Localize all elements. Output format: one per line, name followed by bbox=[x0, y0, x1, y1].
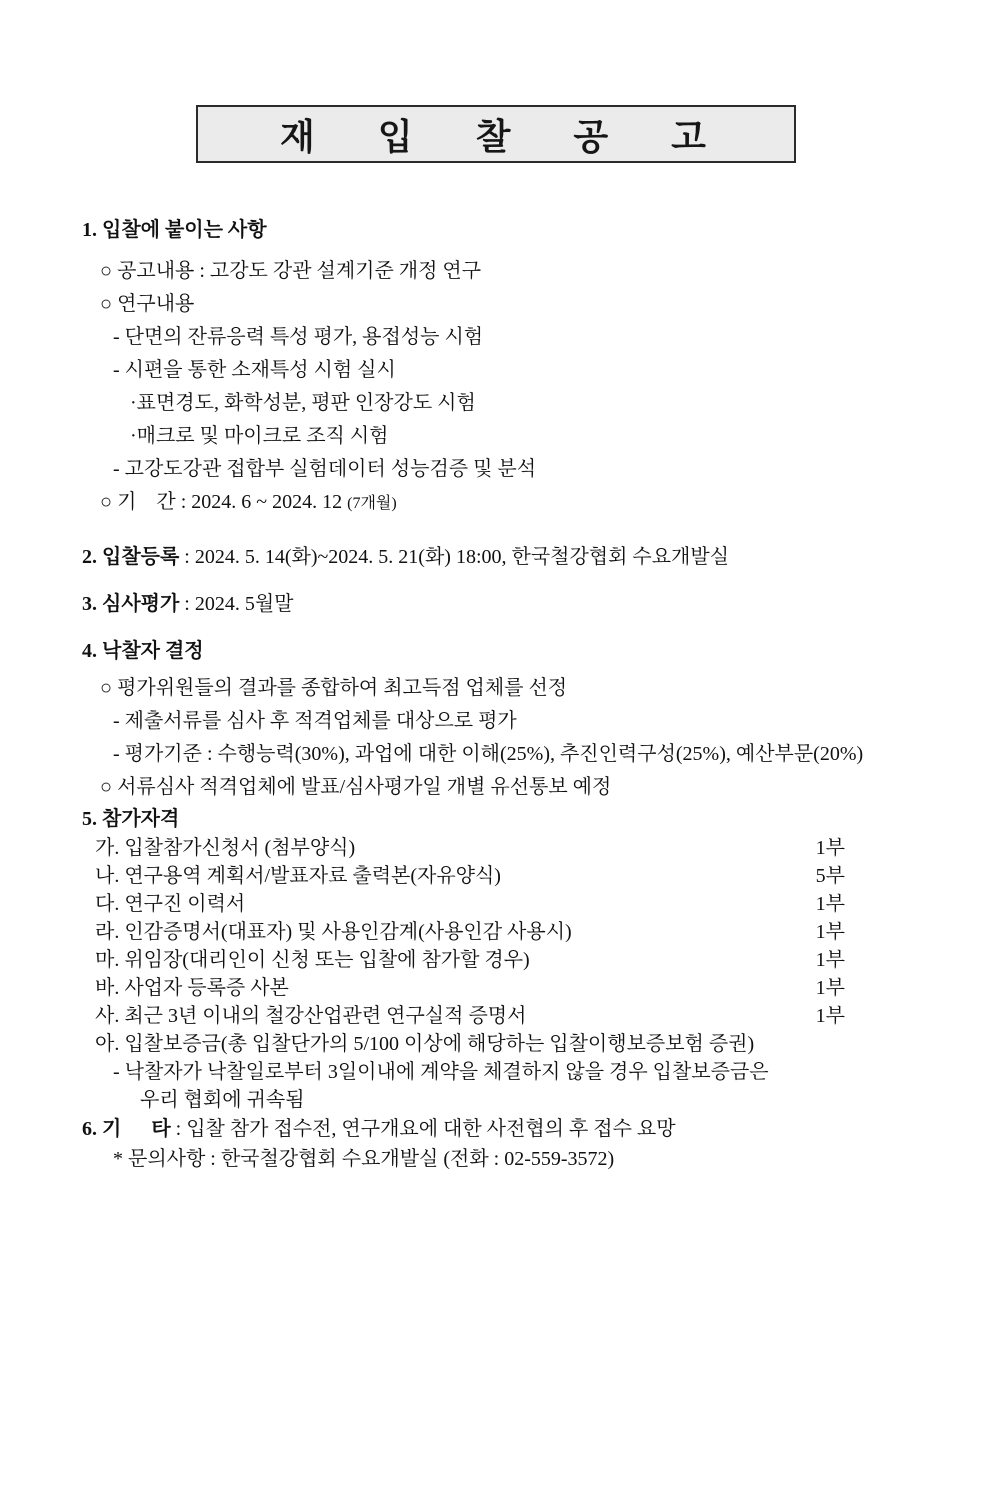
qualification-label: 바. 사업자 등록증 사본 bbox=[95, 977, 289, 999]
copies-count: 1부 bbox=[815, 893, 845, 915]
section-4-item: ○ 서류심사 적격업체에 발표/심사평가일 개별 유선통보 예정 bbox=[100, 776, 612, 798]
section-1-period bbox=[82, 486, 962, 520]
qualification-row: 아. 입찰보증금(총 입찰단가의 5/100 이상에 해당하는 입찰이행보증보험 증권) bbox=[95, 1033, 755, 1055]
section-2-value: : 2024. 5. 14(화)~2024. 5. 21(화) 18:00, 한국철강협회 수요개발실 bbox=[179, 546, 730, 568]
bond-note-line: - 낙찰자가 낙찰일로부터 3일이내에 계약을 체결하지 않을 경우 입찰보증금은 bbox=[113, 1061, 769, 1083]
qualification-label: 다. 연구진 이력서 bbox=[95, 893, 246, 915]
section-5 bbox=[82, 804, 962, 1114]
section-3-value: : 2024. 5월말 bbox=[179, 593, 294, 615]
section-1-item: ·표면경도, 화학성분, 평판 인장강도 시험 bbox=[130, 392, 476, 414]
qualification-label: 라. 인감증명서(대표자) 및 사용인감계(사용인감 사용시) bbox=[95, 921, 572, 943]
section-5-heading: 5. 참가자격 bbox=[82, 808, 180, 830]
copies-count: 1부 bbox=[815, 921, 845, 943]
section-1-item: - 고강도강관 접합부 실험데이터 성능검증 및 분석 bbox=[113, 458, 537, 480]
qualification-row bbox=[82, 890, 845, 918]
qualification-label: 가. 입찰참가신청서 (첨부양식) bbox=[95, 837, 356, 859]
qualification-row bbox=[82, 834, 845, 862]
section-1-heading: 1. 입찰에 붙이는 사항 bbox=[82, 219, 267, 241]
section-2 bbox=[82, 542, 962, 572]
qualification-row bbox=[82, 974, 845, 1002]
qualification-row bbox=[82, 1002, 845, 1030]
section-1-item: ○ 공고내용 : 고강도 강관 설계기준 개정 연구 bbox=[100, 260, 482, 282]
section-6 bbox=[82, 1114, 962, 1174]
section-3-heading: 3. 심사평가 bbox=[82, 593, 180, 615]
qualification-row bbox=[82, 862, 845, 890]
qualification-row bbox=[82, 918, 845, 946]
qualification-label: 나. 연구용역 계획서/발표자료 출력본(자유양식) bbox=[95, 865, 501, 887]
notice-title: 재 입 찰 공 고 bbox=[280, 116, 712, 157]
document-body bbox=[82, 215, 962, 1174]
section-4-item: - 제출서류를 심사 후 적격업체를 대상으로 평가 bbox=[113, 710, 517, 732]
period-duration: (7개월) bbox=[347, 495, 397, 512]
contact-note: * 문의사항 : 한국철강협회 수요개발실 (전화 : 02-559-3572) bbox=[113, 1148, 615, 1170]
section-6-heading: 6. 기 타 bbox=[82, 1118, 171, 1140]
notice-title-box bbox=[196, 105, 796, 163]
section-4-heading: 4. 낙찰자 결정 bbox=[82, 640, 204, 662]
section-1-item: - 시편을 통한 소재특성 시험 실시 bbox=[113, 359, 396, 381]
period-text: ○ 기 간 : 2024. 6 ~ 2024. 12 bbox=[100, 491, 348, 513]
copies-count: 5부 bbox=[815, 865, 845, 887]
copies-count: 1부 bbox=[815, 1005, 845, 1027]
copies-count: 1부 bbox=[815, 977, 845, 999]
section-4-item: ○ 평가위원들의 결과를 종합하여 최고득점 업체를 선정 bbox=[100, 677, 568, 699]
section-1-item: - 단면의 잔류응력 특성 평가, 용접성능 시험 bbox=[113, 326, 484, 348]
section-1-item: ○ 연구내용 bbox=[100, 293, 195, 315]
bond-note-line: 우리 협회에 귀속됨 bbox=[140, 1089, 305, 1111]
section-1-item: ·매크로 및 마이크로 조직 시험 bbox=[130, 425, 389, 447]
copies-count: 1부 bbox=[815, 837, 845, 859]
section-4-item: - 평가기준 : 수행능력(30%), 과업에 대한 이해(25%), 추진인력구성(25%), 예산부문(20%) bbox=[113, 743, 864, 765]
section-4 bbox=[82, 636, 962, 804]
section-3 bbox=[82, 589, 962, 619]
section-6-value: : 입찰 참가 접수전, 연구개요에 대한 사전협의 후 접수 요망 bbox=[170, 1118, 676, 1140]
copies-count: 1부 bbox=[815, 949, 845, 971]
qualification-row bbox=[82, 946, 845, 974]
section-2-heading: 2. 입찰등록 bbox=[82, 546, 180, 568]
section-1 bbox=[82, 215, 962, 520]
section-6-line bbox=[82, 1114, 962, 1144]
qualification-label: 마. 위임장(대리인이 신청 또는 입찰에 참가할 경우) bbox=[95, 949, 530, 971]
qualification-label: 사. 최근 3년 이내의 철강산업관련 연구실적 증명서 bbox=[95, 1005, 527, 1027]
document-page bbox=[0, 105, 992, 1508]
